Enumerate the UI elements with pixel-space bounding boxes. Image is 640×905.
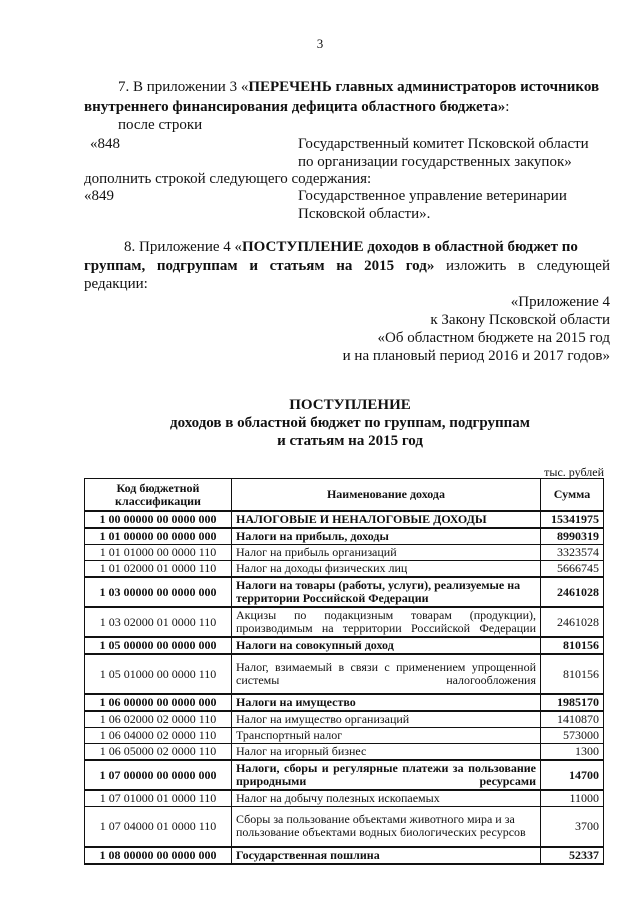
row849-name-line2: Псковской области». bbox=[298, 206, 431, 222]
add-line: дополнить строкой следующего содержания: bbox=[84, 171, 372, 187]
row848-name-line1: Государственный комитет Псковской области bbox=[298, 136, 589, 152]
row-code: 1 07 00000 00 0000 000 bbox=[85, 760, 232, 790]
table-row bbox=[85, 694, 604, 711]
item8-line2-bold: группам, подгруппам и статьям на 2015 год» bbox=[84, 258, 435, 274]
row-name: Акцизы по подакцизным товарам (продукции), производимым на территории Российской Федерации bbox=[232, 607, 541, 637]
table-row bbox=[85, 807, 604, 847]
row-name: Налог на доходы физических лиц bbox=[232, 561, 541, 578]
table-row bbox=[85, 654, 604, 694]
item8-line2 bbox=[84, 257, 610, 275]
row-code: 1 01 00000 00 0000 000 bbox=[85, 528, 232, 545]
units-label: тыс. рублей bbox=[544, 465, 604, 479]
table-header-row bbox=[85, 479, 604, 512]
appendix-line3: «Об областном бюджете на 2015 год bbox=[377, 330, 610, 346]
item7-line1-bold: ПЕРЕЧЕНЬ главных администраторов источников bbox=[248, 79, 600, 95]
row-name: Налог, взимаемый в связи с применением упрощенной системы налогообложения bbox=[232, 654, 541, 694]
item7-line2-tail: : bbox=[505, 99, 510, 115]
row-name: Транспортный налог bbox=[232, 728, 541, 744]
row-sum: 11000 bbox=[541, 790, 604, 807]
row849-code: «849 bbox=[84, 188, 114, 204]
row-code: 1 00 00000 00 0000 000 bbox=[85, 511, 232, 528]
row-sum: 14700 bbox=[541, 760, 604, 790]
row-sum: 5666745 bbox=[541, 561, 604, 578]
row-name: Налоги на прибыль, доходы bbox=[232, 528, 541, 545]
row-code: 1 06 05000 02 0000 110 bbox=[85, 744, 232, 761]
title-line1: ПОСТУПЛЕНИЕ bbox=[289, 397, 411, 413]
row-code: 1 03 00000 00 0000 000 bbox=[85, 577, 232, 607]
row-sum: 52337 bbox=[541, 847, 604, 864]
appendix-line1: «Приложение 4 bbox=[510, 294, 610, 310]
row-sum: 2461028 bbox=[541, 577, 604, 607]
table-row bbox=[85, 760, 604, 790]
row-code: 1 07 01000 01 0000 110 bbox=[85, 790, 232, 807]
table-row bbox=[85, 528, 604, 545]
row-name: Сборы за пользование объектами животного мира и за пользование объектами водных биологических ресурсов bbox=[232, 807, 541, 847]
item8-line1-normal: 8. Приложение 4 « bbox=[124, 239, 243, 255]
row-name: Налог на прибыль организаций bbox=[232, 545, 541, 561]
row848-code: «848 bbox=[90, 136, 120, 152]
row-code: 1 05 00000 00 0000 000 bbox=[85, 637, 232, 654]
row-code: 1 01 02000 01 0000 110 bbox=[85, 561, 232, 578]
item7-line2 bbox=[84, 98, 509, 116]
row-name: Налоги на товары (работы, услуги), реализуемые на территории Российской Федерации bbox=[232, 577, 541, 607]
row-name: Налоги на совокупный доход bbox=[232, 637, 541, 654]
item8-line1 bbox=[124, 238, 578, 256]
row-code: 1 06 04000 02 0000 110 bbox=[85, 728, 232, 744]
appendix-line2: к Закону Псковской области bbox=[430, 312, 610, 328]
item7-line1 bbox=[118, 78, 599, 96]
header-code: Код бюджетной классификации bbox=[85, 479, 232, 512]
header-sum: Сумма bbox=[541, 479, 604, 512]
table-row bbox=[85, 545, 604, 561]
row-sum: 810156 bbox=[541, 637, 604, 654]
row-sum: 15341975 bbox=[541, 511, 604, 528]
title-line3: и статьям на 2015 год bbox=[277, 433, 423, 449]
row-name: Налоги, сборы и регулярные платежи за пользование природными ресурсами bbox=[232, 760, 541, 790]
appendix-line4: и на плановый период 2016 и 2017 годов» bbox=[342, 348, 610, 364]
row-code: 1 03 02000 01 0000 110 bbox=[85, 607, 232, 637]
after-row-label: после строки bbox=[118, 117, 203, 133]
item8-line2-tail: изложить в следующей bbox=[434, 258, 610, 274]
table-row bbox=[85, 744, 604, 761]
row-sum: 8990319 bbox=[541, 528, 604, 545]
row-code: 1 05 01000 00 0000 110 bbox=[85, 654, 232, 694]
table-row bbox=[85, 607, 604, 637]
row848-name-line2: по организации государственных закупок» bbox=[298, 154, 572, 170]
table-row bbox=[85, 790, 604, 807]
table-row bbox=[85, 511, 604, 528]
revenue-table bbox=[84, 478, 604, 865]
table-row bbox=[85, 577, 604, 607]
row-sum: 2461028 bbox=[541, 607, 604, 637]
row-name: Государственная пошлина bbox=[232, 847, 541, 864]
row849-name-line1: Государственное управление ветеринарии bbox=[298, 188, 567, 204]
item8-line3: редакции: bbox=[84, 276, 148, 292]
row-name: Налог на добычу полезных ископаемых bbox=[232, 790, 541, 807]
row-code: 1 06 02000 02 0000 110 bbox=[85, 711, 232, 728]
row-sum: 3700 bbox=[541, 807, 604, 847]
title-line2: доходов в областной бюджет по группам, подгруппам bbox=[170, 415, 530, 431]
item8-line1-bold: ПОСТУПЛЕНИЕ доходов в областной бюджет по bbox=[242, 239, 578, 255]
item7-line1-normal: 7. В приложении 3 « bbox=[118, 79, 249, 95]
row-code: 1 07 04000 01 0000 110 bbox=[85, 807, 232, 847]
row-sum: 810156 bbox=[541, 654, 604, 694]
table-row bbox=[85, 561, 604, 578]
table-row bbox=[85, 637, 604, 654]
table-row bbox=[85, 711, 604, 728]
header-name: Наименование дохода bbox=[232, 479, 541, 512]
table-row bbox=[85, 728, 604, 744]
table-row bbox=[85, 847, 604, 864]
row-sum: 573000 bbox=[541, 728, 604, 744]
row-code: 1 06 00000 00 0000 000 bbox=[85, 694, 232, 711]
row-name: НАЛОГОВЫЕ И НЕНАЛОГОВЫЕ ДОХОДЫ bbox=[232, 511, 541, 528]
row-name: Налог на имущество организаций bbox=[232, 711, 541, 728]
row-code: 1 01 01000 00 0000 110 bbox=[85, 545, 232, 561]
row-name: Налог на игорный бизнес bbox=[232, 744, 541, 761]
row-sum: 1985170 bbox=[541, 694, 604, 711]
row-sum: 3323574 bbox=[541, 545, 604, 561]
row-sum: 1410870 bbox=[541, 711, 604, 728]
row-name: Налоги на имущество bbox=[232, 694, 541, 711]
row-code: 1 08 00000 00 0000 000 bbox=[85, 847, 232, 864]
row-sum: 1300 bbox=[541, 744, 604, 761]
page-number: 3 bbox=[316, 36, 324, 51]
item7-line2-bold: внутреннего финансирования дефицита областного бюджета» bbox=[84, 99, 506, 115]
